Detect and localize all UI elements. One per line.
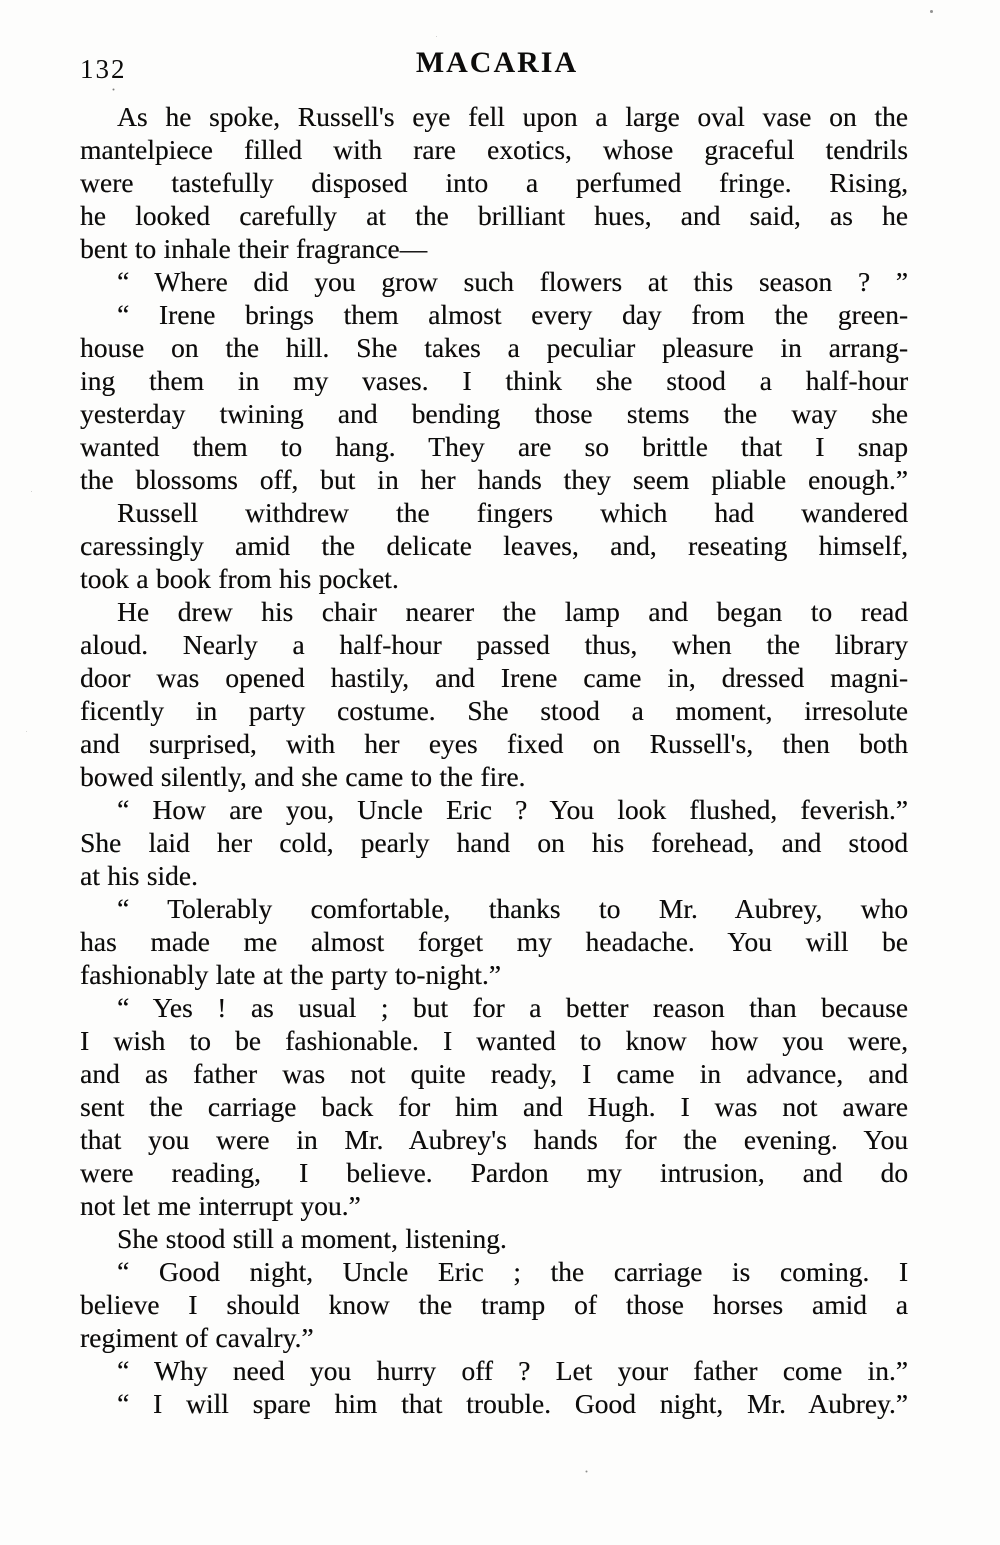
text-line: and as father was not quite ready, I came in advance, and bbox=[80, 1058, 908, 1089]
paragraph bbox=[80, 595, 908, 793]
text-line: has made me almost forget my headache. You will be bbox=[80, 926, 908, 957]
text-line: He drew his chair nearer the lamp and began to read bbox=[117, 596, 908, 627]
text-line: She laid her cold, pearly hand on his forehead, and stood bbox=[80, 827, 908, 858]
text-line: ficently in party costume. She stood a moment, irresolute bbox=[80, 695, 908, 726]
text-line: were reading, I believe. Pardon my intrusion, and do bbox=[80, 1157, 908, 1188]
paragraph bbox=[80, 298, 908, 496]
page-number: 132 bbox=[80, 54, 127, 84]
text-line: bent to inhale their fragrance— bbox=[80, 233, 428, 264]
text-line: caressingly amid the delicate leaves, and, reseating himself, bbox=[80, 530, 908, 561]
paragraph bbox=[80, 1354, 908, 1387]
text-line: at his side. bbox=[80, 860, 198, 891]
paragraph bbox=[80, 1222, 908, 1255]
text-line: mantelpiece filled with rare exotics, whose graceful tendrils bbox=[80, 134, 908, 165]
running-title: MACARIA bbox=[415, 46, 579, 79]
text-line: “ I will spare him that trouble. Good night, Mr. Aubrey.” bbox=[117, 1388, 908, 1419]
page-header bbox=[80, 46, 914, 84]
text-line: As he spoke, Russell's eye fell upon a large oval vase on the bbox=[117, 101, 908, 132]
text-line: “ How are you, Uncle Eric ? You look flushed, feverish.” bbox=[117, 794, 908, 825]
paragraph bbox=[80, 991, 908, 1222]
text-line: he looked carefully at the brilliant hues, and said, as he bbox=[80, 200, 908, 231]
paragraph bbox=[80, 265, 908, 298]
text-line: the blossoms off, but in her hands they seem pliable enough.” bbox=[80, 464, 908, 495]
text-line: wanted them to hang. They are so brittle that I snap bbox=[80, 431, 908, 462]
text-line: sent the carriage back for him and Hugh. I was not aware bbox=[80, 1091, 908, 1122]
text-line: and surprised, with her eyes fixed on Russell's, then both bbox=[80, 728, 908, 759]
text-line: yesterday twining and bending those stems the way she bbox=[80, 398, 908, 429]
text-line: fashionably late at the party to-night.” bbox=[80, 959, 501, 990]
text-line: “ Why need you hurry off ? Let your father come in.” bbox=[117, 1355, 908, 1386]
text-line: door was opened hastily, and Irene came in, dressed magni- bbox=[80, 662, 908, 693]
paragraph bbox=[80, 892, 908, 991]
text-line: ing them in my vases. I think she stood a half-hour bbox=[80, 365, 908, 396]
text-line: “ Where did you grow such flowers at this season ? ” bbox=[117, 266, 908, 297]
text-line: “ Yes ! as usual ; but for a better reason than because bbox=[117, 992, 908, 1023]
text-line: regiment of cavalry.” bbox=[80, 1322, 314, 1353]
text-line: house on the hill. She takes a peculiar pleasure in arrang- bbox=[80, 332, 908, 363]
text-line: bowed silently, and she came to the fire. bbox=[80, 761, 526, 792]
scan-noise-specks bbox=[930, 10, 933, 13]
text-line: “ Good night, Uncle Eric ; the carriage is coming. I bbox=[117, 1256, 908, 1287]
text-line: not let me interrupt you.” bbox=[80, 1190, 361, 1221]
text-line: Russell withdrew the fingers which had wandered bbox=[117, 497, 908, 528]
text-line: aloud. Nearly a half-hour passed thus, when the library bbox=[80, 629, 908, 660]
text-body bbox=[80, 100, 908, 1420]
text-line: She stood still a moment, listening. bbox=[117, 1223, 507, 1254]
paragraph bbox=[80, 496, 908, 595]
paragraph bbox=[80, 1255, 908, 1354]
text-line: “ Irene brings them almost every day from the green- bbox=[117, 299, 908, 330]
text-line: believe I should know the tramp of those horses amid a bbox=[80, 1289, 908, 1320]
paragraph bbox=[80, 1387, 908, 1420]
text-line: “ Tolerably comfortable, thanks to Mr. Aubrey, who bbox=[117, 893, 908, 924]
paragraph bbox=[80, 100, 908, 265]
text-line: I wish to be fashionable. I wanted to know how you were, bbox=[80, 1025, 908, 1056]
text-line: that you were in Mr. Aubrey's hands for the evening. You bbox=[80, 1124, 908, 1155]
paragraph bbox=[80, 793, 908, 892]
text-line: took a book from his pocket. bbox=[80, 563, 399, 594]
text-line: were tastefully disposed into a perfumed fringe. Rising, bbox=[80, 167, 908, 198]
